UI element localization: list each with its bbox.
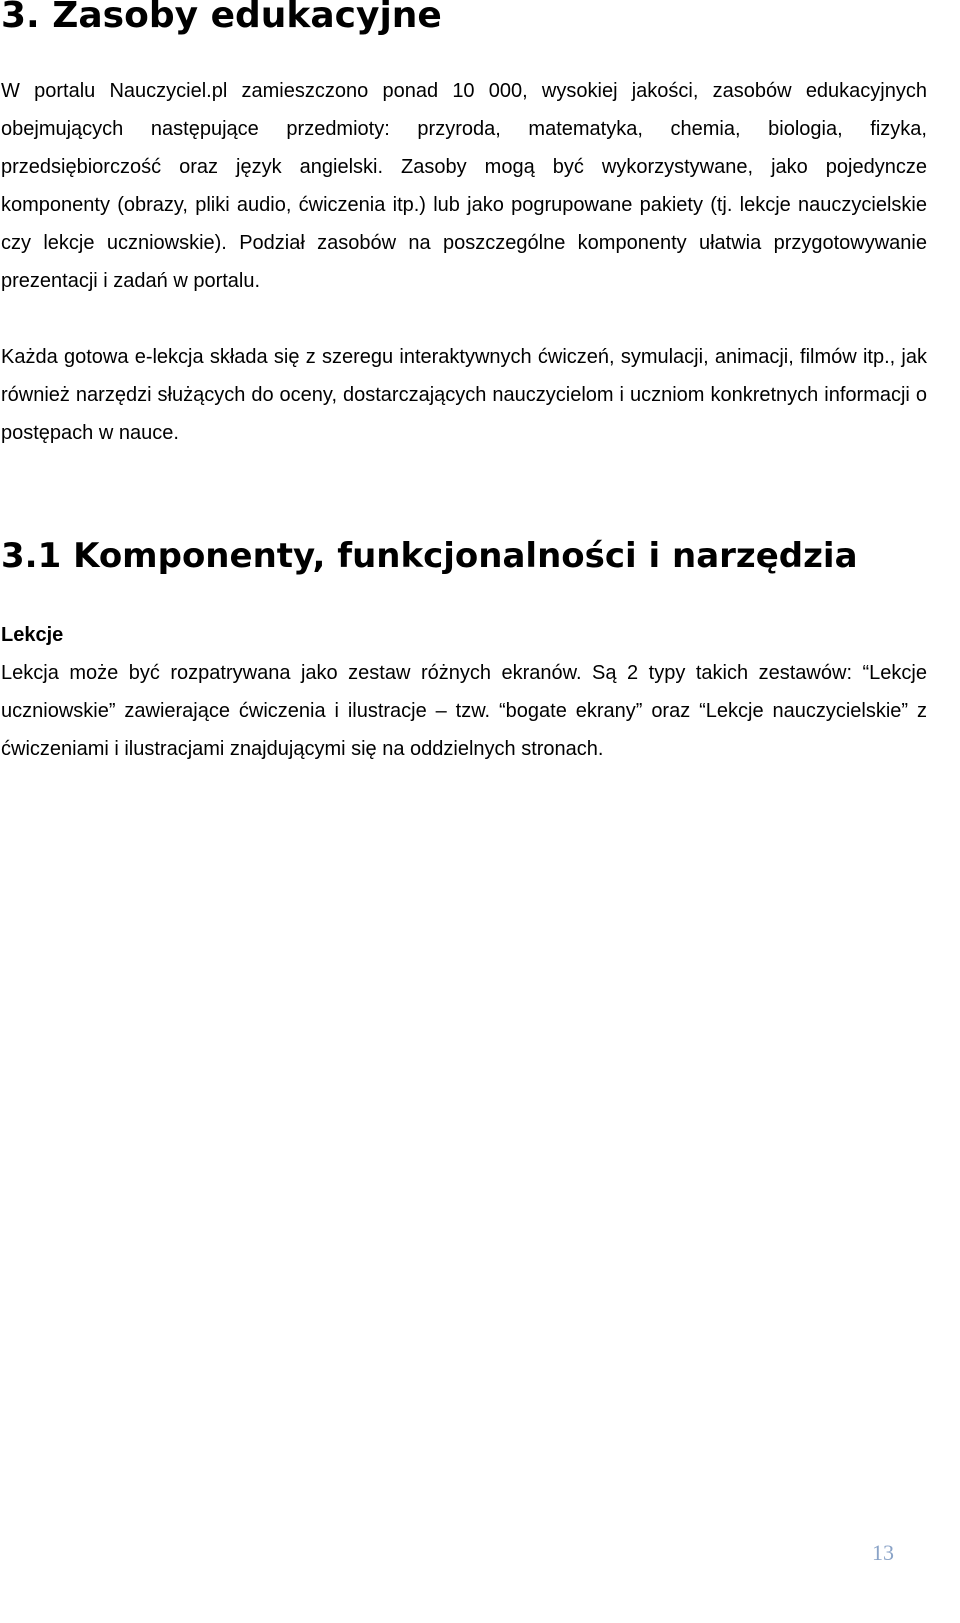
subheading-lessons: Lekcje <box>1 624 64 646</box>
subsection-heading: 3.1 Komponenty, funkcjonalności i narzędzia <box>1 536 858 576</box>
paragraph-resources-intro: W portalu Nauczyciel.pl zamieszczono ponad 10 000, wysokiej jakości, zasobów edukacyjnych obejmujących następujące przedmioty: przyroda, matematyka, chemia, biologia, fizyka, przedsiębiorczość oraz język angielski. Zasoby mogą być wykorzystywane, jako pojedyncze komponenty (obrazy, pliki audio, ćwiczenia itp.) lub jako pogrupowane pakiety (tj. lekcje nauczycielskie czy lekcje uczniowskie). Podział zasobów na poszczególne komponenty ułatwia przygotowywanie prezentacji i zadań w portalu. <box>1 80 927 292</box>
paragraph-elesson-description: Każda gotowa e-lekcja składa się z szeregu interaktywnych ćwiczeń, symulacji, animacji, filmów itp., jak również narzędzi służących do oceny, dostarczających nauczycielom i uczniom konkretnych informacji o postępach w nauce. <box>1 346 927 444</box>
paragraph-lessons: Lekcja może być rozpatrywana jako zestaw różnych ekranów. Są 2 typy takich zestawów: “Lekcje uczniowskie” zawierające ćwiczenia i ilustracje – tzw. “bogate ekrany” oraz “Lekcje nauczycielskie” z ćwiczeniami i ilustracjami znajdującymi się na oddzielnych stronach. <box>1 662 927 760</box>
section-heading: 3. Zasoby edukacyjne <box>1 0 442 36</box>
page-number: 13 <box>872 1540 894 1565</box>
